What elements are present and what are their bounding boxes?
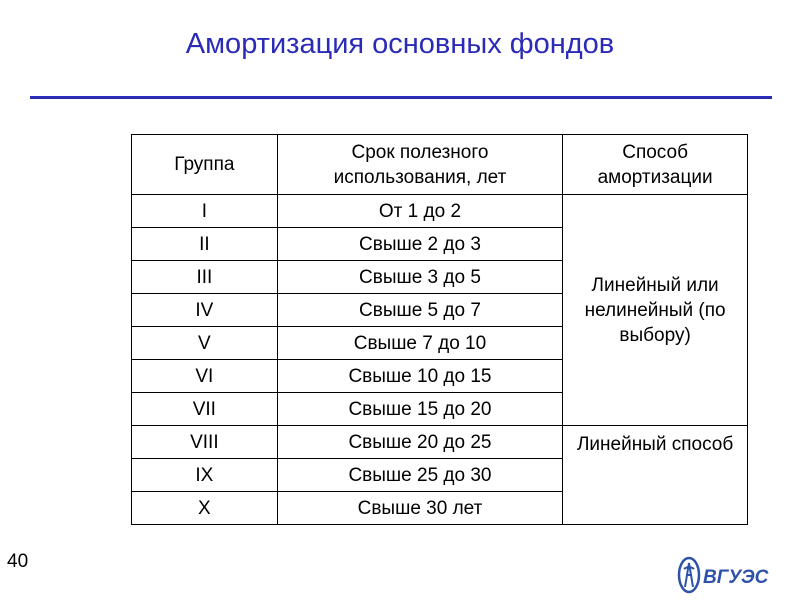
group-cell: I bbox=[132, 195, 278, 228]
method-cell-nonlinear: Линейный или нелинейный (по выбору) bbox=[563, 195, 748, 426]
group-cell: VI bbox=[132, 360, 278, 393]
term-cell: Свыше 25 до 30 bbox=[277, 459, 562, 492]
term-cell: Свыше 10 до 15 bbox=[277, 360, 562, 393]
header-method: Способ амортизации bbox=[563, 135, 748, 195]
header-term: Срок полезного использования, лет bbox=[277, 135, 562, 195]
term-cell: Свыше 5 до 7 bbox=[277, 294, 562, 327]
page-number: 40 bbox=[7, 551, 29, 572]
group-cell: IV bbox=[132, 294, 278, 327]
term-cell: Свыше 7 до 10 bbox=[277, 327, 562, 360]
table-row bbox=[132, 195, 748, 228]
group-cell: V bbox=[132, 327, 278, 360]
term-cell: От 1 до 2 bbox=[277, 195, 562, 228]
term-cell: Свыше 3 до 5 bbox=[277, 261, 562, 294]
slide-title: Амортизация основных фондов bbox=[185, 28, 615, 60]
group-cell: II bbox=[132, 228, 278, 261]
table-header-row bbox=[132, 135, 748, 195]
header-group: Группа bbox=[132, 135, 278, 195]
method-cell-linear: Линейный способ bbox=[563, 426, 748, 525]
table-row bbox=[132, 426, 748, 459]
vgues-logo bbox=[676, 555, 776, 595]
term-cell: Свыше 30 лет bbox=[277, 492, 562, 525]
term-cell: Свыше 15 до 20 bbox=[277, 393, 562, 426]
group-cell: VIII bbox=[132, 426, 278, 459]
group-cell: IX bbox=[132, 459, 278, 492]
university-emblem-icon bbox=[679, 558, 699, 592]
depreciation-table bbox=[131, 134, 748, 525]
group-cell: X bbox=[132, 492, 278, 525]
logo-text: ВГУЭС bbox=[703, 567, 769, 588]
group-cell: VII bbox=[132, 393, 278, 426]
term-cell: Свыше 2 до 3 bbox=[277, 228, 562, 261]
title-divider bbox=[30, 96, 772, 99]
group-cell: III bbox=[132, 261, 278, 294]
term-cell: Свыше 20 до 25 bbox=[277, 426, 562, 459]
